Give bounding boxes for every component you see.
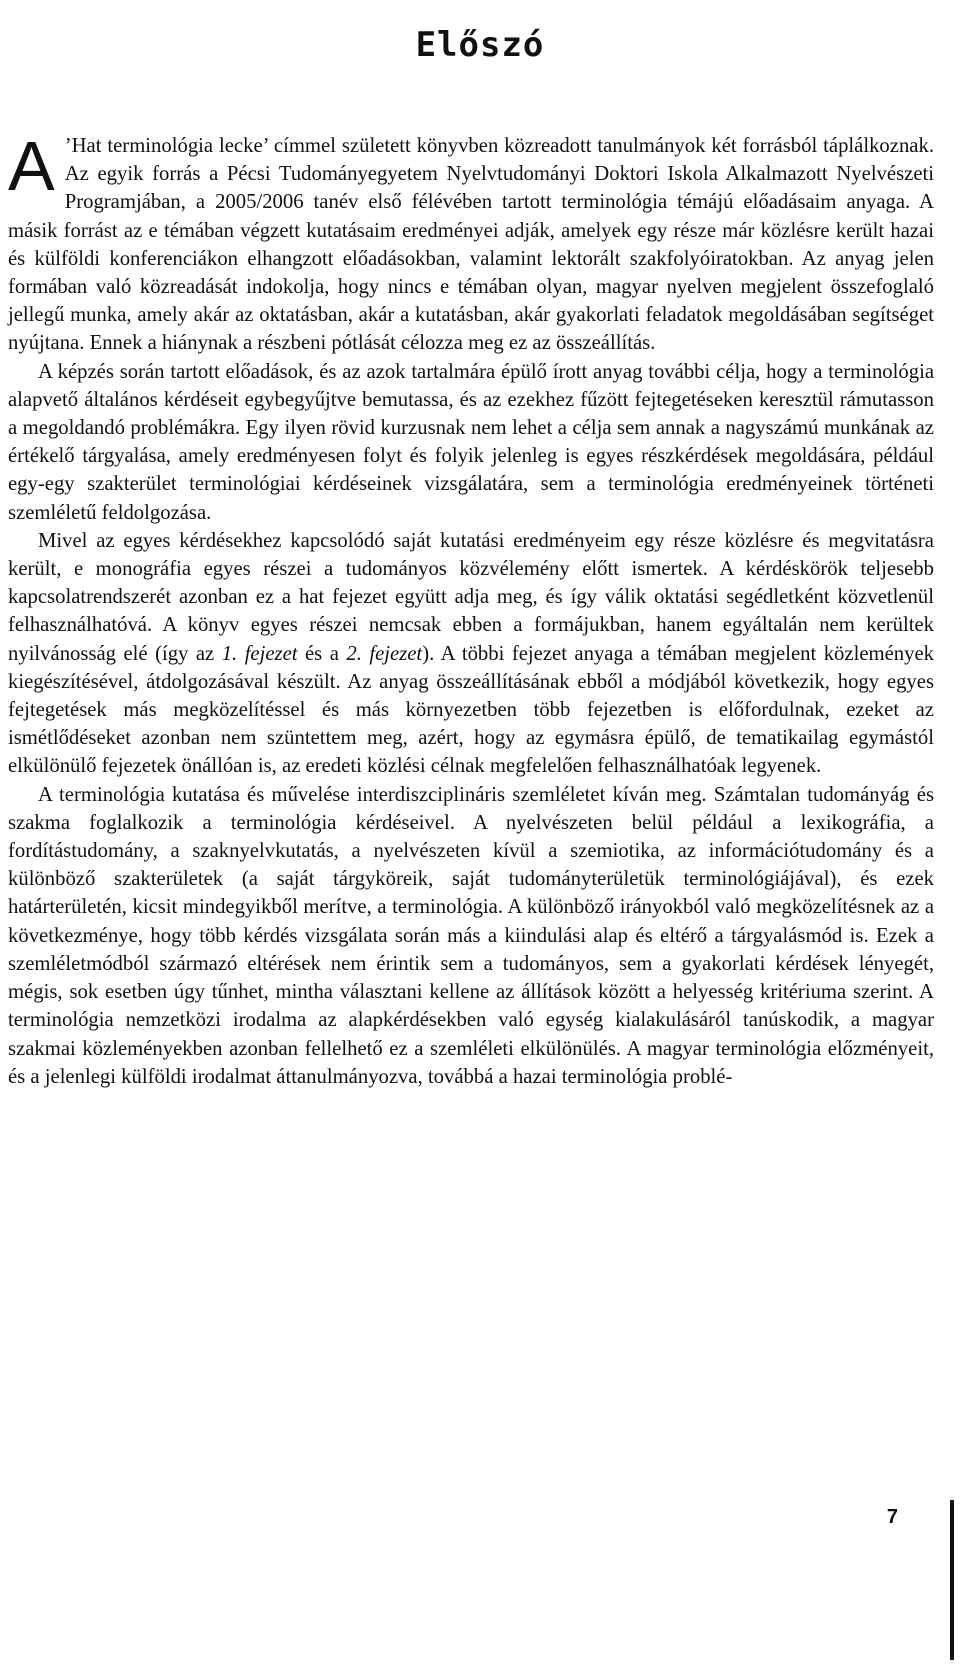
drop-cap: A (8, 127, 55, 205)
chapter-2-reference: 2. fejezet (346, 642, 423, 665)
page-edge-rule (950, 1500, 954, 1660)
paragraph-3-text-b: és a (297, 642, 347, 665)
paragraph-2: A képzés során tartott előadások, és az azok tartalmára épülő írott anyag további célja, hogy a terminológia alapvető általános kérdéseit egybegyűjtve bemutassa, és az ezekhez fűzött fejtegetéseken keresztül rámutasson a megoldandó problémákra. Egy ilyen rövid kurzusnak nem lehet a célja sem annak a nagyszámú munkának az értékelő tárgyalása, amely eredményesen folyt és folyik jelenleg is egyes részkérdések megoldására, például egy-egy szakterület terminológiai kérdéseinek vizsgálatára, sem a terminológia eredményeinek történeti szemléletű feldolgozása. (8, 360, 934, 524)
paragraph-3-text-c: ). A többi fejezet anyaga a témában megjelent közlemények kiegészítésével, átdolgozásával készült. Az anyag összeállításának ebből a módjából következik, hogy egyes fejtegetések más megközelítéssel és más környezetben több fejezetben is előfordulnak, ezeket az ismétlődéseket azonban nem szüntettem meg, azért, hogy az egymásra épülő, de tematikailag egymástól elkülönülő fejezetek önállóan is, az eredeti közlési célnak megfelelően felhasználhatóak legyenek. (8, 642, 934, 778)
paragraph-3-text-a: Mivel az egyes kérdésekhez kapcsolódó saját kutatási eredményeim egy része közlésre és megvitatásra került, e monográfia egyes részei a tudományos közvélemény előtt ismertek. A kérdéskörök teljesebb kapcsolatrendszerét azonban ez a hat fejezet együtt adja meg, és így válik oktatási segédletként közvetlenül felhasználhatóvá. A könyv egyes részei nemcsak ebben a formájukban, hanem egyáltalán nem kerültek nyilvánosság elé (így az (8, 529, 934, 665)
body-text (8, 127, 934, 1091)
paragraph-1 (8, 127, 934, 358)
page-number: 7 (886, 1506, 898, 1528)
paragraph-1-text: ’Hat terminológia lecke’ címmel született könyvben közreadott tanulmányok két forrásból táplálkoznak. Az egyik forrás a Pécsi Tudományegyetem Nyelvtudományi Doktori Iskola Alkalmazott Nyelvészeti Programjában, a 2005/2006 tanév első félévében tartott terminológia témájú előadásaim anyaga. A másik forrást az e témában végzett kutatásaim eredményei adják, amelyek egy része már közlésre került hazai és külföldi konferenciákon elhangzott előadásokban, valamint lektorált szakfolyóiratokban. Az anyag jelen formában való közreadását indokolja, hogy nincs e témában olyan, magyar nyelven megjelent összefoglaló jellegű munka, amely akár az oktatásban, akár a kutatásban, akár gyakorlati feladatok megoldásában segítséget nyújtana. Ennek a hiánynak a részbeni pótlását célozza meg ez az összeállítás. (8, 135, 934, 355)
page-title: Előszó (415, 24, 545, 65)
paragraph-3 (8, 527, 934, 781)
chapter-1-reference: 1. fejezet (221, 642, 298, 665)
paragraph-4: A terminológia kutatása és művelése interdiszciplináris szemléletet kíván meg. Számtalan tudományág és szakma foglalkozik a terminológia kérdéseivel. A nyelvészeten belül például a lexikográfia, a fordítástudomány, a szaknyelvkutatás, a nyelvészeten kívül a szemiotika, az információtudomány és a különböző szakterületek (a saját tárgyköreik, saját tudományterületük terminológiájával), és ezek határterületén, kicsit mindegyikből merítve, a terminológia. A különböző irányokból való megközelítésnek az a következménye, hogy több kérdés vizsgálata során más a kiindulási alap és eltérő a tárgyalásmód is. Ezek a szemléletmódból származó eltérések nem érintik sem a tudományos, sem a gyakorlati kérdések lényegét, mégis, sok esetben úgy tűnhet, mintha választani kellene az állítások között a helyesség kritériuma szerint. A terminológia nemzetközi irodalma az alapkérdésekben való egység kialakulásáról tanúskodik, a magyar szakmai közleményekben azonban fellelhető ez a szemléleti elkülönülés. A magyar terminológia előzményeit, és a jelenlegi külföldi irodalmat áttanulmányozva, továbbá a hazai terminológia problé- (8, 783, 934, 1088)
